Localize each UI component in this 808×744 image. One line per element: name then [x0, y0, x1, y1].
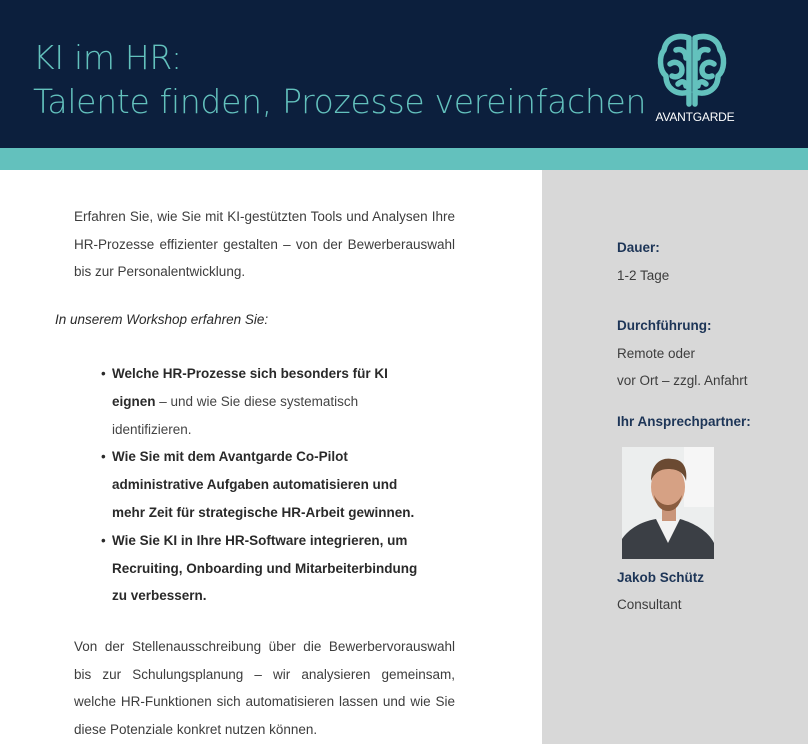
- delivery-value-1: Remote oder: [617, 346, 696, 361]
- list-item: • Wie Sie KI in Ihre HR-Software integrieren, um Recruiting, Onboarding und Mitarbeiterbindung zu verbessern.: [101, 532, 418, 604]
- person-portrait-icon: [622, 447, 714, 559]
- brain-logo-icon: [656, 30, 728, 110]
- bullet-bold: Welche HR-Prozesse sich besonders für KI eignen: [112, 366, 388, 409]
- bullet-rest: – und wie Sie diese systematisch identifizieren.: [112, 393, 359, 437]
- outro-paragraph: Von der Stellenausschreibung über die Bewerbervorauswahl bis zur Schulungsplanung – wir analysieren gemeinsam, welche HR-Funktionen sich automatisieren lassen und wie Sie diese Potenziale konkret nutzen können.: [74, 639, 455, 737]
- delivery-label: Durchführung:: [617, 318, 712, 333]
- workshop-bullets: [101, 360, 431, 610]
- duration-label: Dauer:: [617, 240, 660, 255]
- contact-role: Consultant: [617, 597, 682, 612]
- title-line-2: Talente finden, Prozesse vereinfachen: [33, 82, 647, 121]
- contact-name: Jakob Schütz: [617, 570, 705, 585]
- intro-paragraph: Erfahren Sie, wie Sie mit KI-gestützten Tools und Analysen Ihre HR-Prozesse effizienter gestalten – von der Bewerberauswahl bis zur Personalentwicklung.: [74, 209, 455, 279]
- logo-wordmark: AVANTGARDE: [655, 110, 735, 124]
- list-item: • Welche HR-Prozesse sich besonders für KI eignen – und wie Sie diese systematisch identifizieren.: [101, 366, 388, 437]
- delivery-value-2: vor Ort – zzgl. Anfahrt: [617, 373, 748, 388]
- contact-photo: [622, 447, 714, 559]
- main-content: [0, 170, 542, 744]
- header-banner: [0, 0, 808, 148]
- accent-band: [0, 148, 808, 170]
- workshop-lead: In unserem Workshop erfahren Sie:: [55, 312, 269, 327]
- contact-label: Ihr Ansprechpartner:: [617, 414, 751, 429]
- bullet-bold: Wie Sie KI in Ihre HR-Software integrieren, um Recruiting, Onboarding und Mitarbeiterbindung zu verbessern.: [112, 532, 418, 604]
- list-item: • Wie Sie mit dem Avantgarde Co-Pilot administrative Aufgaben automatisieren und mehr Zeit für strategische HR-Arbeit gewinnen.: [101, 449, 415, 520]
- duration-value: 1-2 Tage: [617, 268, 670, 283]
- page-title: [33, 36, 646, 124]
- bullet-bold: Wie Sie mit dem Avantgarde Co-Pilot administrative Aufgaben automatisieren und mehr Zeit für strategische HR-Arbeit gewinnen.: [112, 449, 415, 520]
- title-line-1: KI im HR:: [33, 38, 182, 77]
